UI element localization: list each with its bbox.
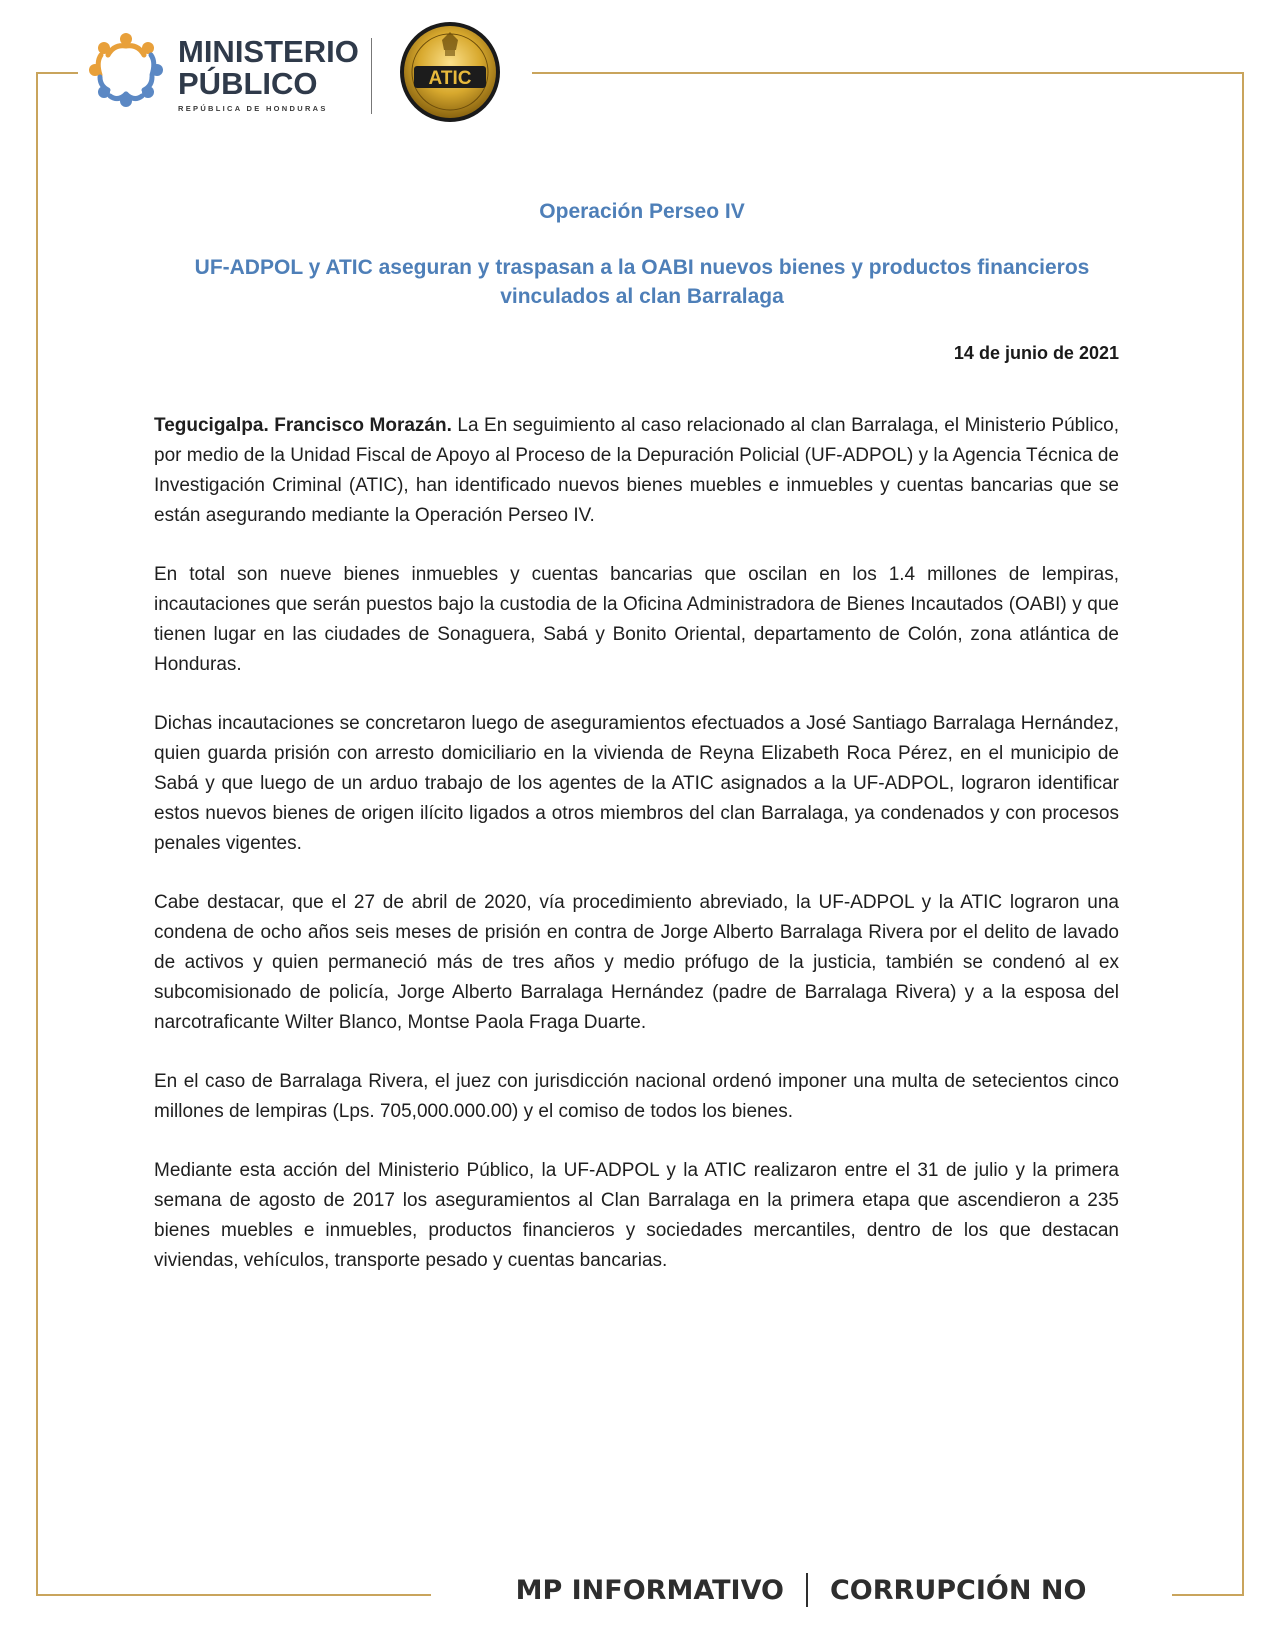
paragraph-1	[154, 411, 1119, 531]
footer-slogan	[438, 1562, 1164, 1618]
header-divider	[371, 38, 372, 114]
frame-right	[1242, 72, 1244, 1595]
atic-label: ATIC	[428, 68, 472, 89]
ministerio-publico-logo	[86, 30, 376, 120]
frame-top-left	[36, 72, 78, 74]
publication-date: 14 de junio de 2021	[953, 343, 1119, 363]
footer-separator	[806, 1573, 808, 1607]
logo-text-ministerio: MINISTERIO	[178, 34, 359, 69]
frame-bottom-left	[36, 1594, 431, 1596]
atic-seal-logo	[398, 20, 502, 124]
frame-left	[36, 72, 38, 1595]
paragraph-4: Cabe destacar, que el 27 de abril de 2020, vía procedimiento abreviado, la UF-ADPOL y la ATIC lograron una condena de ocho años seis meses de prisión en contra de Jorge Alberto Barralaga Rivera por el delito de lavado de activos y quien permaneció más de tres años y medio prófugo de la justicia, también se condenó al ex subcomisionado de policía, Jorge Alberto Barralaga Hernández (padre de Barralaga Rivera) y a la esposa del narcotraficante Wilter Blanco, Montse Paola Fraga Duarte.	[154, 892, 1119, 1033]
paragraph-1-text: La En seguimiento al caso relacionado al clan Barralaga, el Ministerio Público, por medio de la Unidad Fiscal de Apoyo al Proceso de la Depuración Policial (UF-ADPOL) y la Agencia Técnica de Investigación Criminal (ATIC), han identificado nuevos bienes muebles e inmuebles y cuentas bancarias que se están asegurando mediante la Operación Perseo IV.	[154, 415, 1119, 526]
paragraph-5: En el caso de Barralaga Rivera, el juez con jurisdicción nacional ordenó imponer una multa de setecientos cinco millones de lempiras (Lps. 705,000.000.00) y el comiso de todos los bienes.	[154, 1071, 1119, 1122]
headline: UF-ADPOL y ATIC aseguran y traspasan a la OABI nuevos bienes y productos financieros vinculados al clan Barralaga	[194, 256, 1090, 308]
paragraph-3: Dichas incautaciones se concretaron luego de aseguramientos efectuados a José Santiago Barralaga Hernández, quien guarda prisión con arresto domiciliario en la vivienda de Reyna Elizabeth Roca Pérez, en el municipio de Sabá y que luego de un arduo trabajo de los agentes de la ATIC asignados a la UF-ADPOL, lograron identificar estos nuevos bienes de origen ilícito ligados a otros miembros del clan Barralaga, ya condenados y con procesos penales vigentes.	[154, 713, 1119, 854]
paragraph-6: Mediante esta acción del Ministerio Público, la UF-ADPOL y la ATIC realizaron entre el 31 de julio y la primera semana de agosto de 2017 los aseguramientos al Clan Barralaga en la primera etapa que ascendieron a 235 bienes muebles e inmuebles, productos financieros y sociedades mercantiles, dentro de los que destacan viviendas, vehículos, transporte pesado y cuentas bancarias.	[154, 1160, 1119, 1271]
operation-title: Operación Perseo IV	[539, 200, 745, 223]
footer-mp-informativo: MP INFORMATIVO	[515, 1574, 784, 1606]
people-circle-icon	[86, 30, 166, 110]
atic-seal-icon	[398, 20, 502, 124]
frame-bottom-right	[1172, 1594, 1244, 1596]
frame-top-right	[532, 72, 1244, 74]
logo-text-republica: REPÚBLICA DE HONDURAS	[178, 104, 328, 113]
logo-text-publico: PÚBLICO	[178, 66, 318, 101]
paragraph-2: En total son nueve bienes inmuebles y cuentas bancarias que oscilan en los 1.4 millones de lempiras, incautaciones que serán puestos bajo la custodia de la Oficina Administradora de Bienes Incautados (OABI) y que tienen lugar en las ciudades de Sonaguera, Sabá y Bonito Oriental, departamento de Colón, zona atlántica de Honduras.	[154, 564, 1119, 675]
press-release-body	[154, 411, 1119, 1305]
lead-location: Tegucigalpa. Francisco Morazán.	[154, 415, 452, 436]
footer-corrupcion-no: CORRUPCIÓN NO	[829, 1574, 1087, 1606]
